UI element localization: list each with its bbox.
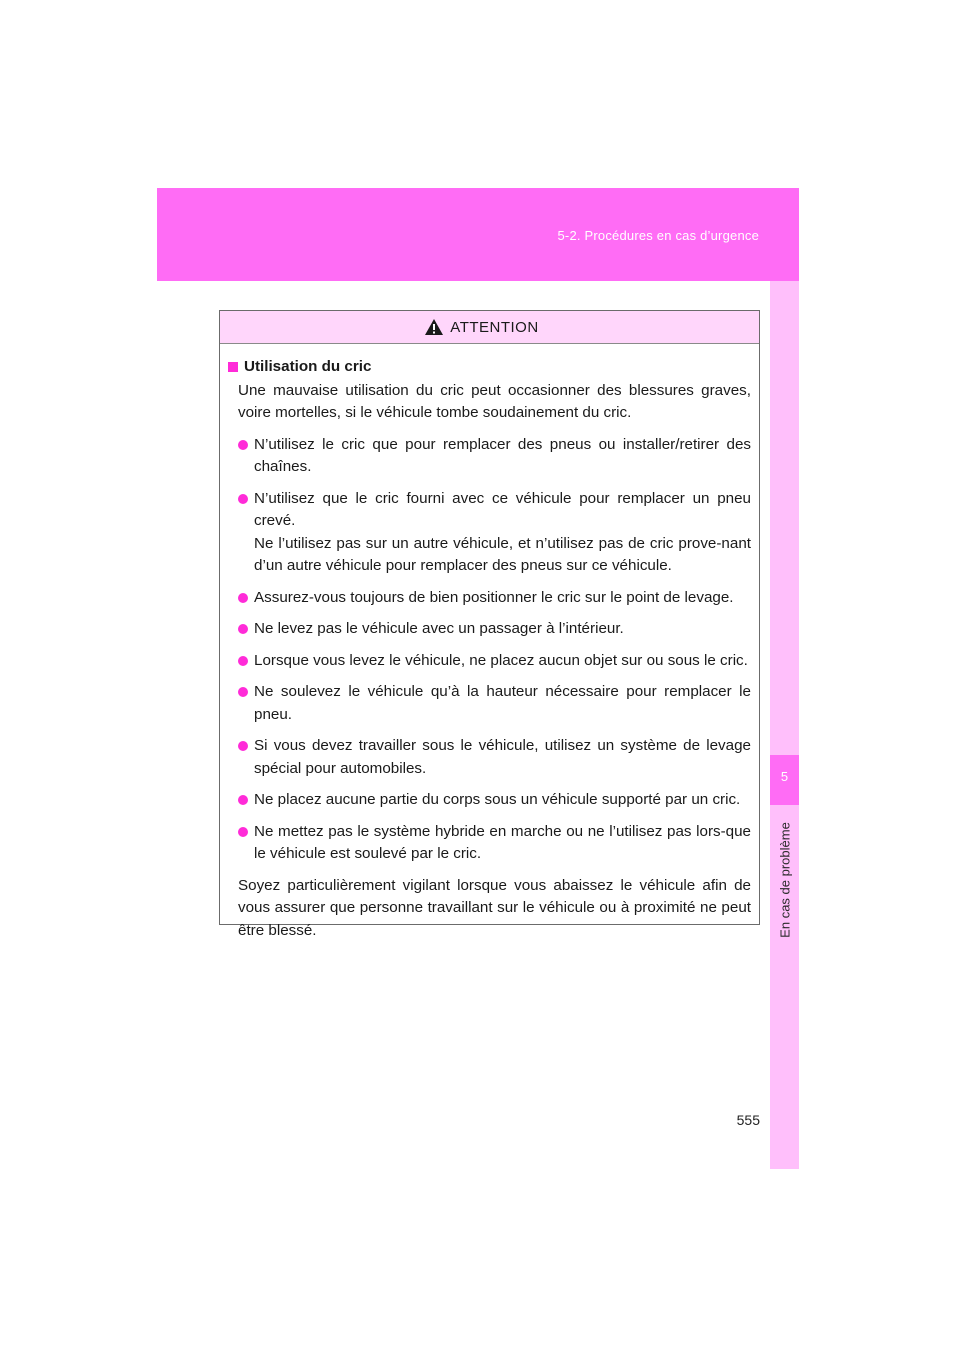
list-item	[228, 735, 751, 780]
list-item	[228, 650, 751, 673]
list-item	[228, 488, 751, 578]
page-number: 555	[736, 1112, 760, 1128]
warning-box	[219, 310, 760, 939]
list-item-line: N’utilisez que le cric fourni avec ce véhicule pour remplacer un pneu crevé.	[254, 489, 751, 529]
chapter-tab[interactable]	[770, 755, 799, 805]
list-item	[228, 587, 751, 610]
bullet-dot-icon	[238, 440, 248, 450]
closing-paragraph: Soyez particulièrement vigilant lorsque vous abaissez le véhicule afin de vous assurer que personne travaillant sur le véhicule ou à proximité ne peut être blessé.	[238, 876, 751, 939]
bullet-dot-icon	[238, 741, 248, 751]
list-item-text: Si vous devez travailler sous le véhicule, utilisez un système de levage spécial pour automobiles.	[254, 737, 751, 777]
list-item-text: Lorsque vous levez le véhicule, ne placez aucun objet sur ou sous le cric.	[254, 651, 748, 669]
list-item	[228, 821, 751, 866]
square-bullet-icon	[228, 362, 238, 372]
bullet-dot-icon	[238, 795, 248, 805]
bullet-dot-icon	[238, 687, 248, 697]
side-strip	[770, 281, 799, 1169]
list-item-text: Ne levez pas le véhicule avec un passager à l’intérieur.	[254, 620, 624, 637]
list-item-text: Ne soulevez le véhicule qu’à la hauteur nécessaire pour remplacer le pneu.	[254, 683, 751, 723]
bullet-dot-icon	[238, 624, 248, 634]
list-item	[228, 789, 751, 812]
warning-body	[220, 344, 759, 942]
warning-title: ATTENTION	[450, 318, 539, 336]
subheading-text: Utilisation du cric	[244, 358, 372, 375]
list-item-text	[254, 488, 751, 578]
chapter-number: 5	[780, 769, 789, 784]
list-item	[228, 434, 751, 479]
warning-triangle-icon	[424, 318, 444, 336]
list-item-text: Assurez-vous toujours de bien positionner le cric sur le point de levage.	[254, 588, 734, 606]
section-title: 5-2. Procédures en cas d’urgence	[557, 228, 759, 243]
list-item-text: Ne mettez pas le système hybride en marche ou ne l’utilisez pas lors-que le véhicule est soulevé par le cric.	[254, 822, 751, 862]
list-item-line: Ne l’utilisez pas sur un autre véhicule, et n’utilisez pas de cric prove-nant d’un autre véhicule pour remplacer des pneus sur ce véhicule.	[254, 534, 751, 574]
list-item	[228, 681, 751, 726]
bullet-dot-icon	[238, 494, 248, 504]
header-band	[157, 188, 799, 281]
subheading	[228, 356, 751, 379]
list-item-text: Ne placez aucune partie du corps sous un véhicule supporté par un cric.	[254, 791, 741, 808]
bullet-dot-icon	[238, 593, 248, 603]
warning-header	[220, 311, 759, 344]
list-item	[228, 618, 751, 641]
bullet-dot-icon	[238, 827, 248, 837]
bullet-dot-icon	[238, 656, 248, 666]
list-item-text: N’utilisez le cric que pour remplacer des pneus ou installer/retirer des chaînes.	[254, 435, 751, 475]
chapter-label: En cas de problème	[777, 822, 793, 938]
intro-paragraph: Une mauvaise utilisation du cric peut occasionner des blessures graves, voire mortelles, si le véhicule tombe soudainement du cric.	[238, 381, 751, 421]
